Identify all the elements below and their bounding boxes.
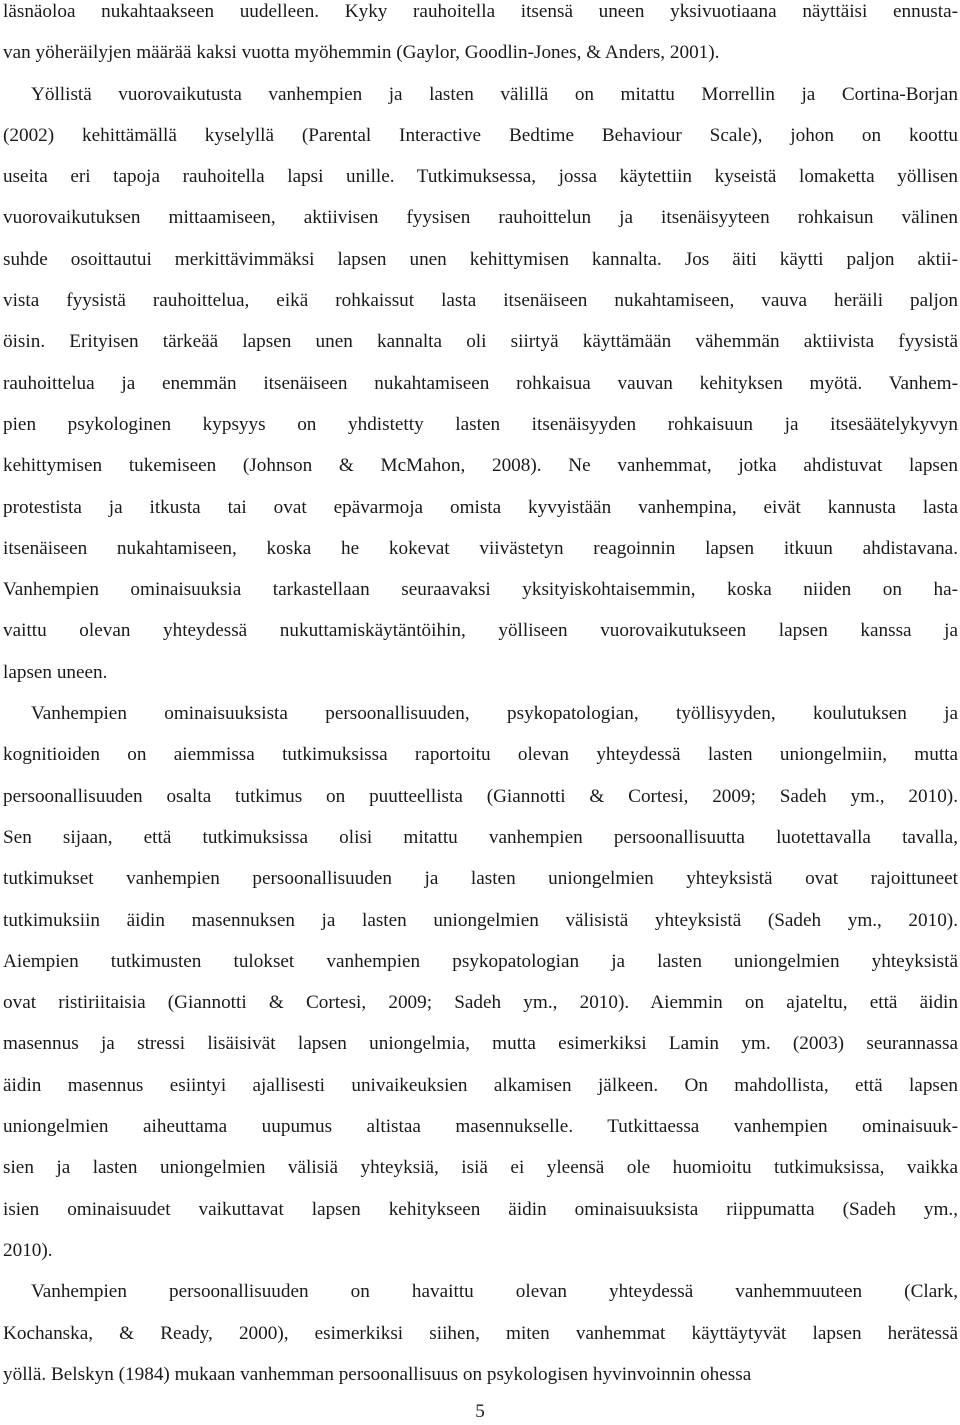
text-line: protestista ja itkusta tai ovat epävarmoja omista kyvyistään vanhempina, eivät kannusta lasta <box>3 496 958 518</box>
page-number: 5 <box>475 1401 485 1422</box>
text-line: Aiempien tutkimusten tulokset vanhempien psykopatologian ja lasten uniongelmien yhteyksistä <box>3 950 958 972</box>
text-line: van yöheräilyjen määrää kaksi vuotta myöhemmin (Gaylor, Goodlin-Jones, & Anders, 2001). <box>3 42 720 64</box>
text-line: Sen sijaan, että tutkimuksissa olisi mitattu vanhempien persoonallisuutta luotettavalla tavalla, <box>3 826 958 848</box>
text-line: isien ominaisuudet vaikuttavat lapsen kehitykseen äidin ominaisuuksista riippumatta (Sadeh ym., <box>3 1198 958 1220</box>
text-line: useita eri tapoja rauhoitella lapsi unille. Tutkimuksessa, jossa käytettiin kyseistä lomaketta yöllisen <box>3 166 958 188</box>
text-line: suhde osoittautui merkittävimmäksi lapsen unen kehittymisen kannalta. Jos äiti käytti paljon aktii- <box>3 248 958 270</box>
text-line: vuorovaikutuksen mittaamiseen, aktiivisen fyysisen rauhoittelun ja itsenäisyyteen rohkaisun välinen <box>3 207 958 229</box>
text-line: pien psykologinen kypsyys on yhdistetty lasten itsenäisyyden rohkaisuun ja itsesäätelykyvyn <box>3 413 958 435</box>
text-line: 2010). <box>3 1239 53 1261</box>
text-line: lapsen uneen. <box>3 661 108 683</box>
text-line: persoonallisuuden osalta tutkimus on puutteellista (Giannotti & Cortesi, 2009; Sadeh ym., 2010). <box>3 785 958 807</box>
text-line: vista fyysistä rauhoittelua, eikä rohkaissut lasta itsenäiseen nukahtamiseen, vauva heräili paljon <box>3 290 958 312</box>
text-line: ovat ristiriitaisia (Giannotti & Cortesi, 2009; Sadeh ym., 2010). Aiemmin on ajateltu, että äidin <box>3 992 958 1014</box>
text-line: öisin. Erityisen tärkeää lapsen unen kannalta oli siirtyä käyttämään vähemmän aktiivista fyysistä <box>3 331 958 353</box>
text-line: (2002) kehittämällä kyselyllä (Parental Interactive Bedtime Behaviour Scale), johon on koottu <box>3 124 958 146</box>
paragraph <box>3 0 958 74</box>
paragraph <box>3 1271 958 1395</box>
text-line: uniongelmien aiheuttama uupumus altistaa masennukselle. Tutkittaessa vanhempien ominaisuuk- <box>3 1116 958 1138</box>
paragraph <box>3 74 958 693</box>
text-line: Vanhempien persoonallisuuden on havaittu olevan yhteydessä vanhemmuuteen (Clark, <box>31 1281 958 1303</box>
text-line: rauhoittelua ja enemmän itsenäiseen nukahtamiseen rohkaisua vauvan kehityksen myötä. Vanhem- <box>3 372 958 394</box>
paragraph <box>3 693 958 1271</box>
body-text <box>3 0 958 1395</box>
text-line: Kochanska, & Ready, 2000), esimerkiksi siihen, miten vanhemmat käyttäytyvät lapsen herätessä <box>3 1322 958 1344</box>
text-line: Yöllistä vuorovaikutusta vanhempien ja lasten välillä on mitattu Morrellin ja Cortina-Borjan <box>31 83 958 105</box>
text-line: Vanhempien ominaisuuksia tarkastellaan seuraavaksi yksityiskohtaisemmin, koska niiden on ha- <box>3 579 958 601</box>
text-line: Vanhempien ominaisuuksista persoonallisuuden, psykopatologian, työllisyyden, koulutuksen ja <box>31 703 958 725</box>
text-line: itsenäiseen nukahtamiseen, koska he kokevat viivästetyn reagoinnin lapsen itkuun ahdistavana. <box>3 537 958 559</box>
text-line: vaittu olevan yhteydessä nukuttamiskäytäntöihin, yölliseen vuorovaikutukseen lapsen kanssa ja <box>3 620 958 642</box>
text-line: tutkimuksiin äidin masennuksen ja lasten uniongelmien välisistä yhteyksistä (Sadeh ym., 2010). <box>3 909 958 931</box>
text-line: kehittymisen tukemiseen (Johnson & McMahon, 2008). Ne vanhemmat, jotka ahdistuvat lapsen <box>3 455 958 477</box>
text-line: äidin masennus esiintyi ajallisesti univaikeuksien alkamisen jälkeen. On mahdollista, että lapsen <box>3 1074 958 1096</box>
text-line: masennus ja stressi lisäisivät lapsen uniongelmia, mutta esimerkiksi Lamin ym. (2003) seurannassa <box>3 1033 958 1055</box>
text-line: läsnäoloa nukahtaakseen uudelleen. Kyky rauhoitella itsensä uneen yksivuotiaana näyttäisi ennusta- <box>3 1 958 22</box>
text-line: sien ja lasten uniongelmien välisiä yhteyksiä, isiä ei yleensä ole huomioitu tutkimuksissa, vaikka <box>3 1157 958 1179</box>
text-line: yöllä. Belskyn (1984) mukaan vanhemman persoonallisuus on psykologisen hyvinvoinnin ohessa <box>3 1363 752 1385</box>
text-line: kognitioiden on aiemmissa tutkimuksissa raportoitu olevan yhteydessä lasten uniongelmiin, mutta <box>3 744 958 766</box>
text-line: tutkimukset vanhempien persoonallisuuden ja lasten uniongelmien yhteyksistä ovat rajoittuneet <box>3 868 958 890</box>
